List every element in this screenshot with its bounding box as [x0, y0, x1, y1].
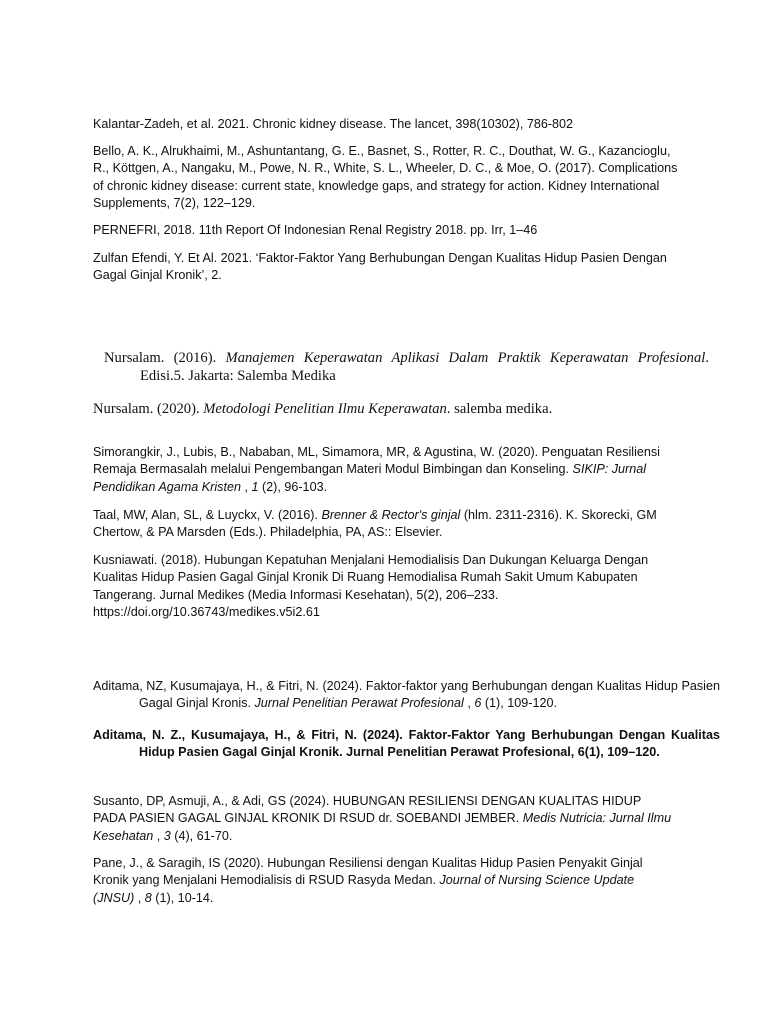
- reference-title: Brenner & Rector's ginjal: [321, 508, 461, 522]
- issue-pages: (1), 10-14.: [151, 890, 214, 905]
- reference-body: Pane, J., & Saragih, IS (2020). Hubungan Resiliensi dengan Kualitas Hidup Pasien Penyakit Ginjal Kronik yang Menjalani Hemodialisis di RSUD Rasyda Medan.: [93, 856, 643, 888]
- journal-name: SIKIP: Jurnal Pendidikan Agama Kristen: [93, 462, 647, 494]
- reference-entry-bold: Aditama, N. Z., Kusumajaya, H., & Fitri, N. (2024). Faktor-Faktor Yang Berhubungan Dengan Kualitas Hidup Pasien Gagal Ginjal Kronik. Jurnal Penelitian Perawat Profesional, 6(1), 109–120.: [93, 728, 720, 760]
- reference-title: Metodologi Penelitian Ilmu Keperawatan: [203, 401, 447, 417]
- separator: ,: [153, 828, 164, 843]
- reference-authors: Nursalam. (2020).: [93, 401, 204, 417]
- volume: 3: [163, 828, 171, 843]
- separator: ,: [463, 696, 475, 711]
- reference-body: Aditama, NZ, Kusumajaya, H., & Fitri, N. (2024). Faktor-faktor yang Berhubungan dengan Kualitas Hidup Pasien Gagal Ginjal Kronis.: [93, 679, 720, 711]
- reference-entry: [93, 444, 673, 496]
- reference-details: . salemba medika.: [446, 401, 553, 417]
- reference-entry: Kusniawati. (2018). Hubungan Kepatuhan Menjalani Hemodialisis Dan Dukungan Keluarga Dengan Kualitas Hidup Pasien Gagal Ginjal Kronik Di Ruang Hemodialisa Rumah Sakit Umum Kabupaten Tangerang. Jurnal Medikes (Media Informasi Kesehatan), 5(2), 206–233. https://doi.org/10.36743/medikes.v5i2.61: [93, 553, 649, 620]
- reference-body: Susanto, DP, Asmuji, A., & Adi, GS (2024). HUBUNGAN RESILIENSI DENGAN KUALITAS HIDUP PADA PASIEN GAGAL GINJAL KRONIK DI RSUD dr. SOEBANDI JEMBER.: [93, 794, 642, 826]
- reference-entry: [93, 507, 673, 542]
- reference-body: Simorangkir, J., Lubis, B., Nababan, ML, Simamora, MR, & Agustina, W. (2020). Penguatan Resiliensi Remaja Bermasalah melalui Pengembangan Materi Modul Bimbingan dan Konseling.: [93, 445, 660, 477]
- journal-name: Medis Nutricia: Jurnal Ilmu Kesehatan: [93, 811, 672, 843]
- reference-authors: Taal, MW, Alan, SL, & Luyckx, V. (2016).: [93, 508, 322, 522]
- reference-entry: [93, 678, 720, 713]
- reference-details: . Edisi.5. Jakarta: Salemba Medika: [140, 350, 709, 384]
- reference-entry: PERNEFRI, 2018. 11th Report Of Indonesian Renal Registry 2018. pp. Irr, 1–46: [93, 223, 538, 237]
- journal-name: Journal of Nursing Science Update (JNSU): [93, 873, 635, 905]
- reference-entry: Zulfan Efendi, Y. Et Al. 2021. ‘Faktor-Faktor Yang Berhubungan Dengan Kualitas Hidup Pasien Dengan Gagal Ginjal Kronik’, 2.: [93, 251, 667, 283]
- volume: 8: [144, 890, 152, 905]
- journal-name: Jurnal Penelitian Perawat Profesional: [254, 696, 464, 711]
- separator: ,: [134, 890, 145, 905]
- reference-entry: [93, 793, 673, 845]
- issue-pages: (4), 61-70.: [170, 828, 233, 843]
- reference-entry: Kalantar-Zadeh, et al. 2021. Chronic kidney disease. The lancet, 398(10302), 786-802: [93, 117, 574, 131]
- reference-entry: [93, 400, 683, 418]
- reference-title: Manajemen Keperawatan Aplikasi Dalam Praktik Keperawatan Profesional: [225, 350, 706, 366]
- reference-details: (hlm. 2311-2316). K. Skorecki, GM Chertow, & PA Marsden (Eds.). Philadelphia, PA, AS:: Elsevier.: [93, 508, 657, 540]
- reference-entry: [104, 349, 709, 385]
- reference-entry: [93, 855, 673, 907]
- volume: 1: [251, 479, 259, 494]
- reference-authors: Nursalam. (2016).: [104, 350, 226, 366]
- volume: 6: [474, 696, 482, 711]
- reference-entry: Bello, A. K., Alrukhaimi, M., Ashuntantang, G. E., Basnet, S., Rotter, R. C., Douthat, W. G., Kazancioglu, R., Köttgen, A., Nangaku, M., Powe, N. R., White, S. L., Wheeler, D. C., & Moe, O. (2017). Complications of chronic kidney disease: current state, knowledge gaps, and strategy for action. Kidney International Supplements, 7(2), 122–129.: [93, 144, 678, 211]
- separator: ,: [240, 479, 252, 494]
- issue-pages: (2), 96-103.: [258, 479, 328, 494]
- issue-pages: (1), 109-120.: [481, 696, 557, 711]
